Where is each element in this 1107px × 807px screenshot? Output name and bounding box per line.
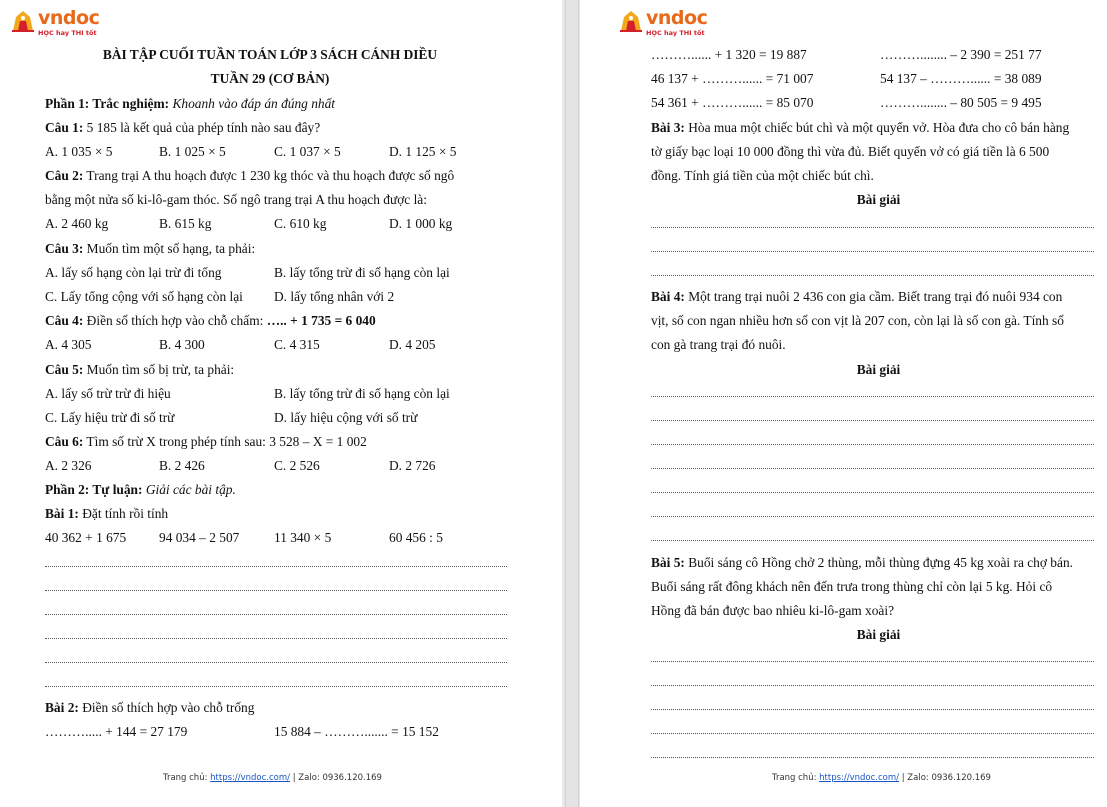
answer-line[interactable] [45, 614, 507, 615]
part2-heading [45, 482, 236, 498]
exercise-label: Bài 2: [45, 700, 79, 715]
option-a[interactable]: A. lấy số hạng còn lại trừ đi tổng [45, 265, 222, 280]
question-3-options-row2 [45, 289, 505, 305]
fill-row-3 [651, 95, 1091, 111]
footer-link[interactable]: https://vndoc.com/ [819, 773, 900, 783]
exercise-3 [651, 120, 1069, 136]
footer-prefix: Trang chủ: [772, 773, 820, 783]
question-label: Câu 2: [45, 168, 84, 183]
page-title: BÀI TẬP CUỐI TUẦN TOÁN LỚP 3 SÁCH CÁNH DIỀU [102, 47, 438, 62]
question-text: Tìm số trừ X trong phép tính sau: 3 528 – X = 1 002 [83, 434, 367, 449]
answer-line[interactable] [45, 590, 507, 591]
fill-row-1 [651, 47, 1091, 63]
fill-expression[interactable]: ………........ – 80 505 = 9 495 [880, 95, 1042, 110]
exercise-label: Bài 1: [45, 506, 79, 521]
fill-row-2 [651, 71, 1091, 87]
question-6 [45, 434, 367, 450]
question-2 [45, 168, 454, 184]
exercise-text: Đặt tính rồi tính [78, 506, 169, 521]
page-footer [772, 773, 991, 783]
question-3 [45, 241, 255, 257]
option-c[interactable]: C. 2 526 [274, 458, 320, 473]
solution-heading: Bài giải [856, 362, 901, 377]
solution-heading: Bài giải [856, 192, 901, 207]
option-a[interactable]: A. 2 326 [45, 458, 92, 473]
logo-tagline: HỌC hay THI tốt [38, 29, 97, 37]
footer-link[interactable]: https://vndoc.com/ [210, 773, 291, 783]
fill-expression[interactable]: 54 137 – ………...... = 38 089 [880, 71, 1042, 86]
answer-line[interactable] [651, 540, 1094, 541]
vndoc-logo[interactable] [10, 9, 99, 37]
exercise-1 [45, 506, 168, 522]
answer-line[interactable] [45, 662, 507, 663]
answer-line[interactable] [651, 661, 1094, 662]
answer-line[interactable] [651, 516, 1094, 517]
option-d[interactable]: D. 4 205 [389, 337, 436, 352]
exercise-3-text-cont: đồng. Tính giá tiền của một chiếc bút chì. [651, 168, 874, 183]
exercise-label: Bài 4: [651, 289, 685, 304]
option-a[interactable]: A. lấy số trừ trừ đi hiệu [45, 386, 171, 401]
fill-expression[interactable]: ………...... + 1 320 = 19 887 [651, 47, 807, 62]
fill-expression[interactable]: 54 361 + ………...... = 85 070 [651, 95, 814, 110]
answer-line[interactable] [651, 420, 1094, 421]
exercise-5 [651, 555, 1073, 571]
page-footer [163, 773, 382, 783]
option-c[interactable]: C. Lấy tổng cộng với số hạng còn lại [45, 289, 243, 304]
part1-label: Phần 1: Trắc nghiệm: [45, 96, 170, 111]
answer-line[interactable] [651, 685, 1094, 686]
question-2-text-cont: bằng một nửa số ki-lô-gam thóc. Số ngô trang trại A thu hoạch được là: [45, 192, 427, 207]
fill-expression[interactable]: 15 884 – ………....... = 15 152 [274, 724, 439, 739]
option-c[interactable]: C. 1 037 × 5 [274, 144, 341, 159]
question-5-options-row1 [45, 386, 505, 402]
option-c[interactable]: C. 4 315 [274, 337, 320, 352]
answer-line[interactable] [651, 757, 1094, 758]
option-a[interactable]: A. 4 305 [45, 337, 92, 352]
footer-suffix: | Zalo: 0936.120.169 [899, 773, 991, 783]
answer-line[interactable] [651, 733, 1094, 734]
exercise-3-text-cont: tờ giấy bạc loại 10 000 đồng thì vừa đủ. Biết quyển vở có giá tiền là 6 500 [651, 144, 1050, 159]
exercise-4-text-cont: con gà trang trại đó nuôi. [651, 337, 786, 352]
answer-line[interactable] [651, 444, 1094, 445]
exercise-4 [651, 289, 1062, 305]
exercise-text: Buổi sáng cô Hồng chở 2 thùng, mỗi thùng đựng 45 kg xoài ra chợ bán. [684, 555, 1073, 570]
logo-wordmark: vndoc [38, 7, 100, 29]
exercise-text: Một trang trại nuôi 2 436 con gia cầm. Biết trang trại đó nuôi 934 con [684, 289, 1063, 304]
answer-line[interactable] [651, 492, 1094, 493]
question-text: Trang trại A thu hoạch được 1 230 kg thóc và thu hoạch được số ngô [83, 168, 455, 183]
option-d[interactable]: D. 1 125 × 5 [389, 144, 457, 159]
option-b[interactable]: B. 615 kg [159, 216, 212, 231]
expression: 94 034 – 2 507 [159, 530, 240, 545]
option-b[interactable]: B. 2 426 [159, 458, 205, 473]
option-d[interactable]: D. 1 000 kg [389, 216, 453, 231]
question-2-options [45, 216, 505, 232]
exercise-2-expressions [45, 724, 505, 740]
fill-expression[interactable]: ………........ – 2 390 = 251 77 [880, 47, 1042, 62]
exercise-5-text-cont: Buổi sáng rất đông khách nên đến trưa trong thùng chỉ còn lại 5 kg. Hỏi cô [651, 579, 1053, 594]
expression: 40 362 + 1 675 [45, 530, 127, 545]
question-3-options-row1 [45, 265, 505, 281]
answer-line[interactable] [651, 396, 1094, 397]
exercise-text: Điền số thích hợp vào chỗ trống [78, 700, 255, 715]
answer-line[interactable] [651, 709, 1094, 710]
part2-instruction: Giải các bài tập. [142, 482, 236, 497]
exercise-text: Hòa mua một chiếc bút chì và một quyển vở. Hòa đưa cho cô bán hàng [684, 120, 1070, 135]
exercise-label: Bài 3: [651, 120, 685, 135]
answer-line[interactable] [651, 468, 1094, 469]
option-a[interactable]: A. 2 460 kg [45, 216, 109, 231]
page-subtitle: TUẦN 29 (CƠ BẢN) [210, 71, 330, 86]
option-b[interactable]: B. 4 300 [159, 337, 205, 352]
part1-heading [45, 96, 335, 112]
question-label: Câu 3: [45, 241, 84, 256]
logo-wordmark: vndoc [646, 7, 708, 29]
question-label: Câu 6: [45, 434, 84, 449]
question-5-options-row2 [45, 410, 505, 426]
option-c[interactable]: C. 610 kg [274, 216, 327, 231]
option-b[interactable]: B. 1 025 × 5 [159, 144, 226, 159]
question-1 [45, 120, 320, 136]
question-text: Điền số thích hợp vào chỗ chấm: [83, 313, 267, 328]
logo-tagline: HỌC hay THI tốt [646, 29, 705, 37]
vndoc-logo[interactable] [618, 9, 707, 37]
fill-expression[interactable]: ………..... + 144 = 27 179 [45, 724, 188, 739]
option-b[interactable]: B. lấy tổng trừ đi số hạng còn lại [274, 386, 450, 401]
question-text: Muốn tìm số bị trừ, ta phải: [83, 362, 235, 377]
question-label: Câu 4: [45, 313, 84, 328]
page-divider [565, 0, 579, 807]
question-4 [45, 313, 376, 329]
fill-expression[interactable]: 46 137 + ………...... = 71 007 [651, 71, 814, 86]
option-b[interactable]: B. lấy tổng trừ đi số hạng còn lại [274, 265, 450, 280]
exercise-label: Bài 5: [651, 555, 685, 570]
footer-prefix: Trang chủ: [163, 773, 211, 783]
question-6-options [45, 458, 505, 474]
question-text: Muốn tìm một số hạng, ta phải: [83, 241, 256, 256]
question-text: 5 185 là kết quả của phép tính nào sau đây? [83, 120, 321, 135]
answer-line[interactable] [45, 566, 507, 567]
option-a[interactable]: A. 1 035 × 5 [45, 144, 113, 159]
part1-instruction: Khoanh vào đáp án đúng nhất [169, 96, 336, 111]
question-label: Câu 5: [45, 362, 84, 377]
exercise-4-text-cont: vịt, số con ngan nhiều hơn số con vịt là 207 con, còn lại là số con gà. Tính số [651, 313, 1064, 328]
solution-heading: Bài giải [856, 627, 901, 642]
vndoc-mascot-icon [10, 9, 36, 33]
footer-suffix: | Zalo: 0936.120.169 [290, 773, 382, 783]
exercise-1-expressions [45, 530, 505, 546]
question-5 [45, 362, 234, 378]
answer-line[interactable] [651, 275, 1094, 276]
question-label: Câu 1: [45, 120, 84, 135]
option-d[interactable]: D. 2 726 [389, 458, 436, 473]
question-expression: ….. + 1 735 = 6 040 [266, 313, 376, 328]
expression: 60 456 : 5 [389, 530, 443, 545]
expression: 11 340 × 5 [274, 530, 332, 545]
option-c[interactable]: C. Lấy hiệu trừ đi số trừ [45, 410, 175, 425]
worksheet-page-2 [580, 0, 1107, 807]
answer-line[interactable] [651, 227, 1094, 228]
question-1-options [45, 144, 505, 160]
answer-line[interactable] [45, 686, 507, 687]
option-d[interactable]: D. lấy hiệu cộng với số trừ [274, 410, 418, 425]
option-d[interactable]: D. lấy tổng nhân với 2 [274, 289, 395, 304]
vndoc-mascot-icon [618, 9, 644, 33]
part2-label: Phần 2: Tự luận: [45, 482, 143, 497]
exercise-2 [45, 700, 254, 716]
answer-line[interactable] [651, 251, 1094, 252]
question-4-options [45, 337, 505, 353]
exercise-5-text-cont: Hồng đã bán được bao nhiêu ki-lô-gam xoài? [651, 603, 895, 618]
answer-line[interactable] [45, 638, 507, 639]
